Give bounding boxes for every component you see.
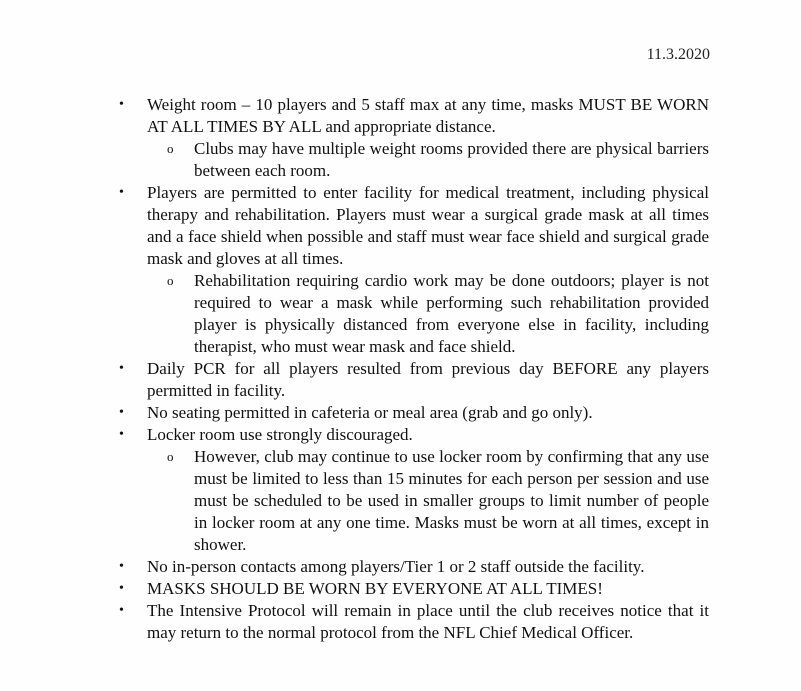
list-item-text: No seating permitted in cafeteria or meal area (grab and go only).	[147, 403, 593, 422]
bullet-icon: •	[119, 185, 124, 200]
sub-item-text: However, club may continue to use locker room by confirming that any use must be limited to less than 15 minutes for each person per session and use must be scheduled to be used in smaller groups to limit number of people in locker room at any one time. Masks must be worn at all times, except in shower.	[194, 447, 709, 554]
list-item-weight-room	[0, 94, 709, 138]
bullet-icon: •	[119, 603, 124, 618]
list-item-intensive-protocol	[0, 600, 709, 644]
list-item-text: Locker room use strongly discouraged.	[147, 425, 413, 444]
sub-bullet-icon: o	[167, 141, 174, 156]
document-date: 11.3.2020	[646, 46, 710, 63]
list-item-text: Weight room – 10 players and 5 staff max at any time, masks MUST BE WORN AT ALL TIMES BY ALL and appropriate distance.	[147, 95, 709, 136]
sub-bullet-icon: o	[167, 449, 174, 464]
protocol-list	[0, 94, 801, 644]
list-item-locker-room	[0, 424, 709, 446]
sub-item-rehabilitation	[0, 270, 709, 358]
list-item-masks	[0, 578, 709, 600]
list-item-cafeteria	[0, 402, 709, 424]
list-item-text: No in-person contacts among players/Tier 1 or 2 staff outside the facility.	[147, 557, 645, 576]
sub-item-locker-room-use	[0, 446, 709, 556]
list-item-text: The Intensive Protocol will remain in place until the club receives notice that it may return to the normal protocol from the NFL Chief Medical Officer.	[147, 601, 709, 642]
sub-item-text: Rehabilitation requiring cardio work may be done outdoors; player is not required to wear a mask while performing such rehabilitation provided player is physically distanced from everyone else in facility, including therapist, who must wear mask and face shield.	[194, 271, 709, 356]
bullet-icon: •	[119, 405, 124, 420]
bullet-icon: •	[119, 559, 124, 574]
bullet-icon: •	[119, 97, 124, 112]
list-item-text: Daily PCR for all players resulted from previous day BEFORE any players permitted in facility.	[147, 359, 709, 400]
bullet-icon: •	[119, 581, 124, 596]
sub-item-weight-rooms	[0, 138, 709, 182]
list-item-text: MASKS SHOULD BE WORN BY EVERYONE AT ALL TIMES!	[147, 579, 603, 598]
list-item-medical-treatment	[0, 182, 709, 270]
list-item-daily-pcr	[0, 358, 709, 402]
list-item-in-person-contacts	[0, 556, 709, 578]
bullet-icon: •	[119, 361, 124, 376]
list-item-text: Players are permitted to enter facility for medical treatment, including physical therapy and rehabilitation. Players must wear a surgical grade mask at all times and a face shield when possible and staff must wear face shield and surgical grade mask and gloves at all times.	[147, 183, 709, 268]
bullet-icon: •	[119, 427, 124, 442]
sub-bullet-icon: o	[167, 273, 174, 288]
sub-item-text: Clubs may have multiple weight rooms provided there are physical barriers between each room.	[194, 139, 709, 180]
